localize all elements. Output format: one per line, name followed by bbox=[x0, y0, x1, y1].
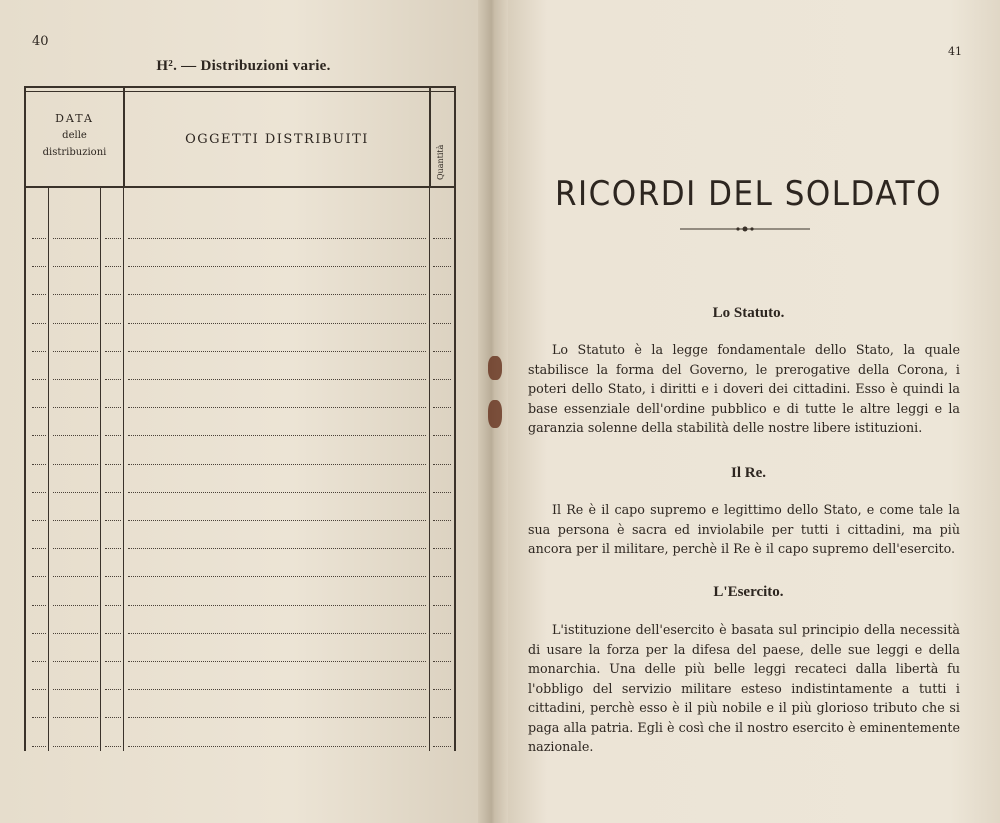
table-row-rule bbox=[433, 576, 451, 577]
table-row-rule bbox=[53, 464, 98, 465]
header-quantity-label: Quantità bbox=[436, 144, 445, 180]
table-row-rule bbox=[128, 746, 426, 747]
table-row-rule bbox=[32, 576, 46, 577]
table-row-rule bbox=[32, 294, 46, 295]
table-row-rule bbox=[128, 605, 426, 606]
table-row-rule bbox=[128, 407, 426, 408]
table-row-rule bbox=[53, 379, 98, 380]
table-row-rule bbox=[433, 435, 451, 436]
table-row-rule bbox=[105, 520, 121, 521]
table-row-rule bbox=[128, 633, 426, 634]
table-row-rule bbox=[105, 746, 121, 747]
page-number-left: 40 bbox=[32, 34, 49, 49]
table-row-rule bbox=[433, 746, 451, 747]
table-row-rule bbox=[128, 661, 426, 662]
table-row-rule bbox=[128, 492, 426, 493]
table-row-rule bbox=[53, 746, 98, 747]
table-row-rule bbox=[105, 294, 121, 295]
table-row-rule bbox=[32, 435, 46, 436]
rust-stain bbox=[488, 356, 502, 380]
header-date bbox=[26, 88, 125, 188]
table-row-rule bbox=[53, 266, 98, 267]
table-row-rule bbox=[105, 351, 121, 352]
header-quantity bbox=[431, 88, 455, 188]
page-title: RICORDI DEL SOLDATO bbox=[554, 174, 943, 214]
table-row-rule bbox=[53, 633, 98, 634]
table-row-rule bbox=[105, 379, 121, 380]
table-row-rule bbox=[128, 323, 426, 324]
table-row-rule bbox=[433, 717, 451, 718]
table-row-rule bbox=[105, 323, 121, 324]
table-row-rule bbox=[105, 605, 121, 606]
table-row-rule bbox=[32, 379, 46, 380]
section-text-re: Il Re è il capo supremo e legittimo dello Stato, e come tale la sua persona è sacra ed inviolabile per tutti i cittadini, ma più ancora per il militare, perchè il Re è il capo supremo dell'esercito. bbox=[528, 502, 960, 556]
table-row-rule bbox=[433, 605, 451, 606]
table-row-rule bbox=[53, 323, 98, 324]
table-row-rule bbox=[105, 633, 121, 634]
header-date-line2: delle bbox=[62, 130, 87, 141]
page-number-right: 41 bbox=[948, 45, 962, 58]
column-divider bbox=[123, 188, 124, 751]
table-row-rule bbox=[53, 294, 98, 295]
table-row-rule bbox=[32, 492, 46, 493]
table-row-rule bbox=[32, 464, 46, 465]
column-divider bbox=[100, 188, 101, 751]
table-row-rule bbox=[53, 661, 98, 662]
table-row-rule bbox=[105, 266, 121, 267]
table-row-rule bbox=[433, 323, 451, 324]
table-row-rule bbox=[53, 492, 98, 493]
table-row-rule bbox=[433, 464, 451, 465]
table-row-rule bbox=[53, 605, 98, 606]
table-row-rule bbox=[128, 435, 426, 436]
table-row-rule bbox=[53, 435, 98, 436]
header-objects: OGGETTI DISTRIBUITI bbox=[125, 88, 431, 188]
left-page bbox=[0, 0, 487, 823]
table-row-rule bbox=[433, 351, 451, 352]
table-row-rule bbox=[128, 294, 426, 295]
table-row-rule bbox=[32, 351, 46, 352]
table-row-rule bbox=[32, 661, 46, 662]
table-row-rule bbox=[433, 294, 451, 295]
table-row-rule bbox=[433, 492, 451, 493]
table-row-rule bbox=[433, 379, 451, 380]
table-row-rule bbox=[105, 661, 121, 662]
distribution-table bbox=[24, 86, 456, 751]
table-row-rule bbox=[32, 238, 46, 239]
section-text-esercito: L'istituzione dell'esercito è basata sul principio della necessità di usare la forza per la difesa del paese, delle sue leggi e della monarchia. Una delle più belle leggi recateci dalla libertà fu l'obbligo del servizio militare esteso indistintamente a tutti i cittadini, perchè esso è il più nobile e il più glorioso tributo che si paga alla patria. Egli è così che il nostro esercito è eminentemente nazionale. bbox=[528, 622, 960, 754]
table-row-rule bbox=[53, 689, 98, 690]
section-heading-statuto: Lo Statuto. bbox=[712, 305, 785, 321]
table-row-rule bbox=[433, 689, 451, 690]
table-row-rule bbox=[128, 576, 426, 577]
table-row-rule bbox=[128, 238, 426, 239]
table-row-rule bbox=[32, 689, 46, 690]
table-row-rule bbox=[105, 689, 121, 690]
table-row-rule bbox=[32, 717, 46, 718]
table-row-rule bbox=[433, 633, 451, 634]
table-row-rule bbox=[105, 464, 121, 465]
section-text-statuto: Lo Statuto è la legge fondamentale dello Stato, la quale stabilisce la forma del Governo, le prerogative della Corona, i poteri dello Stato, i diritti e i doveri dei cittadini. Esso è quindi la base essenziale dell'ordine pubblico e di tutte le altre leggi e la garanzia solenne della stabilità delle nostre libere istituzioni. bbox=[528, 342, 960, 435]
table-row-rule bbox=[433, 266, 451, 267]
table-row-rule bbox=[32, 605, 46, 606]
table-row-rule bbox=[105, 435, 121, 436]
table-row-rule bbox=[32, 746, 46, 747]
table-row-rule bbox=[32, 407, 46, 408]
table-row-rule bbox=[433, 407, 451, 408]
column-divider bbox=[48, 188, 49, 751]
table-row-rule bbox=[105, 548, 121, 549]
section-heading-re: Il Re. bbox=[731, 465, 766, 481]
table-row-rule bbox=[433, 238, 451, 239]
table-row-rule bbox=[53, 576, 98, 577]
table-row-rule bbox=[128, 266, 426, 267]
table-row-rule bbox=[128, 351, 426, 352]
title-ornament bbox=[680, 224, 810, 234]
table-row-rule bbox=[128, 464, 426, 465]
table-row-rule bbox=[433, 548, 451, 549]
table-row-rule bbox=[32, 633, 46, 634]
table-row-rule bbox=[32, 548, 46, 549]
table-row-rule bbox=[128, 689, 426, 690]
table-row-rule bbox=[105, 576, 121, 577]
rust-stain bbox=[488, 400, 502, 428]
table-row-rule bbox=[53, 407, 98, 408]
table-row-rule bbox=[53, 548, 98, 549]
table-row-rule bbox=[105, 407, 121, 408]
column-divider bbox=[429, 188, 430, 751]
table-row-rule bbox=[433, 520, 451, 521]
table-row-rule bbox=[128, 379, 426, 380]
table-row-rule bbox=[53, 351, 98, 352]
section-heading-esercito: L'Esercito. bbox=[713, 584, 784, 600]
table-row-rule bbox=[32, 323, 46, 324]
header-date-line1: DATA bbox=[55, 112, 94, 125]
table-row-rule bbox=[53, 238, 98, 239]
table-row-rule bbox=[105, 238, 121, 239]
table-row-rule bbox=[128, 717, 426, 718]
table-row-rule bbox=[32, 520, 46, 521]
table-row-rule bbox=[105, 717, 121, 718]
table-row-rule bbox=[53, 717, 98, 718]
table-row-rule bbox=[105, 492, 121, 493]
table-title: H². — Distribuzioni varie. bbox=[156, 58, 331, 74]
table-row-rule bbox=[53, 520, 98, 521]
table-row-rule bbox=[433, 661, 451, 662]
table-row-rule bbox=[128, 520, 426, 521]
table-row-rule bbox=[32, 266, 46, 267]
header-date-line3: distribuzioni bbox=[42, 147, 107, 158]
table-row-rule bbox=[128, 548, 426, 549]
